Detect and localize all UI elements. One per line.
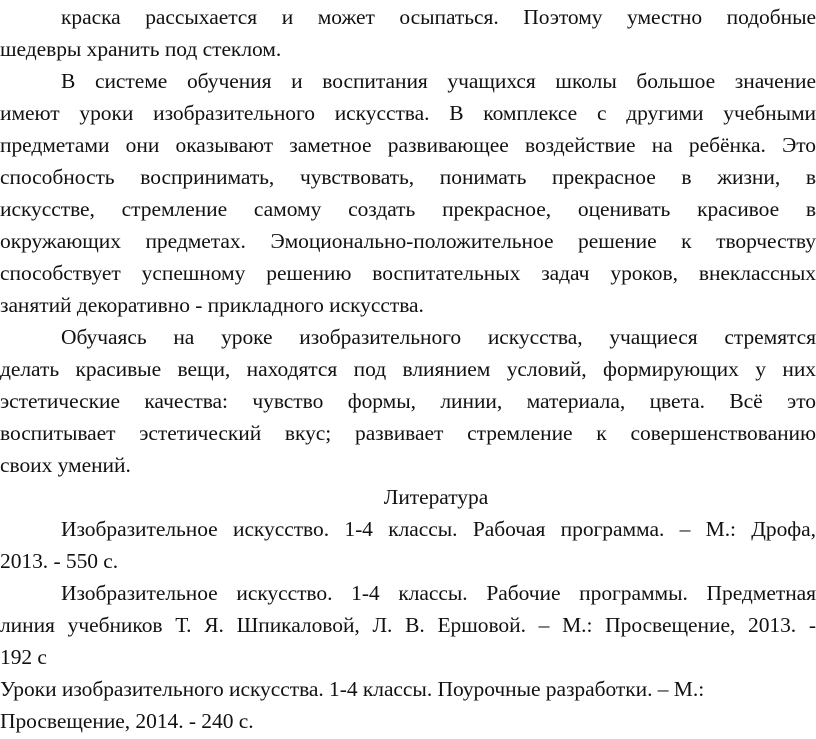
references-heading: Литература xyxy=(383,485,489,509)
text-line: 2013. - 550 с. xyxy=(0,549,119,573)
text-line: В системе обучения и воспитания учащихся школы большое значение xyxy=(61,69,816,93)
text-line: Уроки изобразительного искусства. 1-4 классы. Поурочные разработки. – М.: xyxy=(0,677,705,701)
text-line: способность воспринимать, чувствовать, понимать прекрасное в жизни, в xyxy=(0,165,816,189)
text-line: занятий декоративно - прикладного искусства. xyxy=(0,293,424,317)
text-line: Просвещение, 2014. - 240 с. xyxy=(0,709,254,733)
text-line: Изобразительное искусство. 1-4 классы. Рабочие программы. Предметная xyxy=(61,581,816,605)
text-line: искусстве, стремление самому создать прекрасное, оценивать красивое в xyxy=(0,197,816,221)
text-line: воспитывает эстетический вкус; развивает стремление к совершенствованию xyxy=(0,421,816,445)
text-line: шедевры хранить под стеклом. xyxy=(0,37,282,61)
text-line: окружающих предметах. Эмоционально-положительное решение к творчеству xyxy=(0,229,816,253)
text-line: способствует успешному решению воспитательных задач уроков, внеклассных xyxy=(0,261,816,285)
text-line: эстетические качества: чувство формы, линии, материала, цвета. Всё это xyxy=(0,389,816,413)
text-line: краска рассыхается и может осыпаться. Поэтому уместно подобные xyxy=(61,5,816,29)
text-line: имеют уроки изобразительного искусства. В комплексе с другими учебными xyxy=(0,101,816,125)
text-line: линия учебников Т. Я. Шпикаловой, Л. В. Ершовой. – М.: Просвещение, 2013. - xyxy=(0,613,816,637)
text-line: предметами они оказывают заметное развивающее воздействие на ребёнка. Это xyxy=(0,133,816,157)
text-line: 192 с xyxy=(0,645,47,669)
text-line: делать красивые вещи, находятся под влиянием условий, формирующих у них xyxy=(0,357,816,381)
text-line: Обучаясь на уроке изобразительного искусства, учащиеся стремятся xyxy=(61,325,816,349)
text-line: своих умений. xyxy=(0,453,131,477)
text-line: Изобразительное искусство. 1-4 классы. Рабочая программа. – М.: Дрофа, xyxy=(61,517,816,541)
